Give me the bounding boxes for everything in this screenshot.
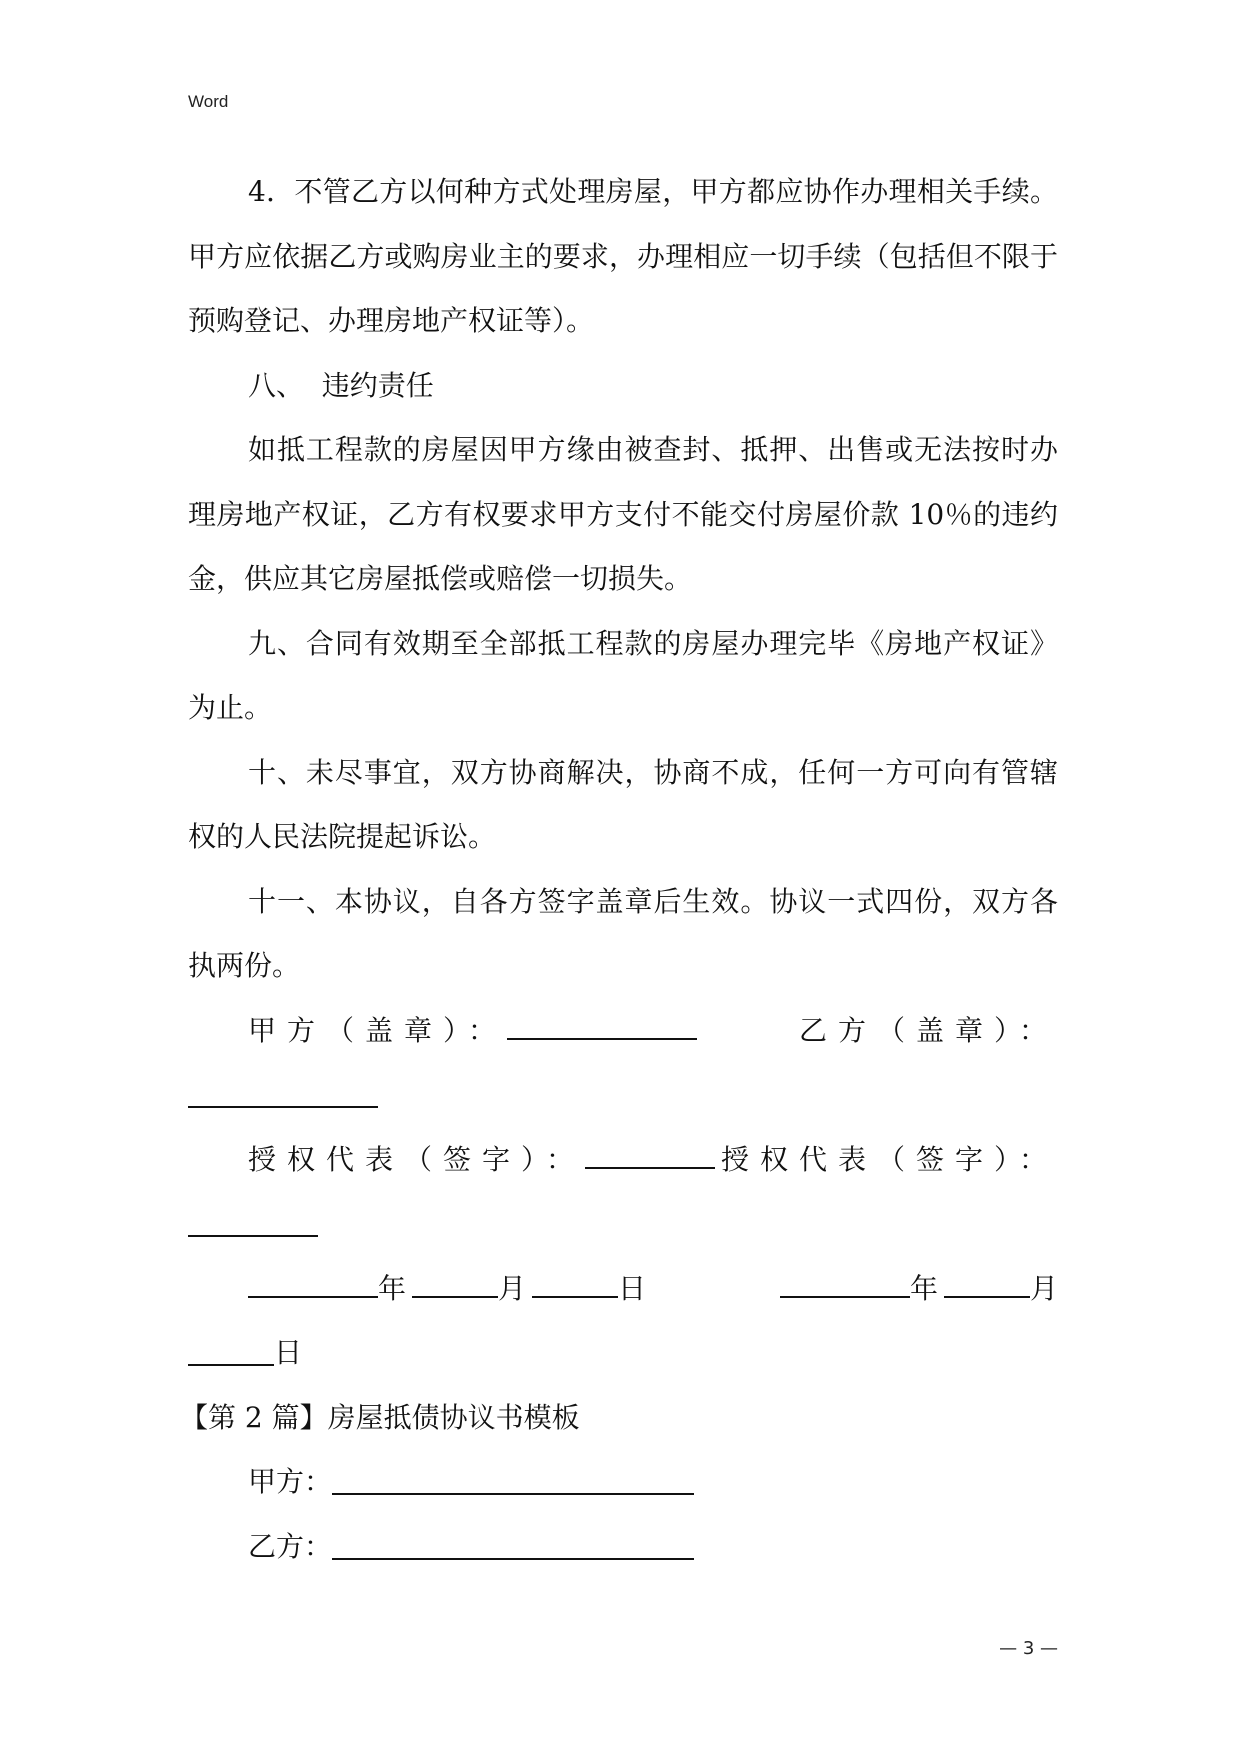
date-b-block [780,1257,1058,1322]
section-11-text: 十一、本协议，自各方签字盖章后生效。协议一式四份，双方各执两份。 [188,884,1058,982]
party-a-seal-line [507,1008,697,1040]
section-9-text: 九、合同有效期至全部抵工程款的房屋办理完毕《房地产权证》为止。 [188,626,1058,724]
date-b-year-label: 年 [909,1271,938,1305]
second-template-party-a-row [188,1450,1058,1515]
date-b-day-label: 日 [274,1336,303,1369]
party-a-seal-label: 甲方（盖章）： [248,1013,508,1047]
party-b-seal-line [188,1076,378,1108]
rep-a-line [585,1137,715,1169]
second-template-party-a-label: 甲方： [248,1465,333,1498]
second-template-party-a-line [332,1463,694,1495]
date-b-month-line [944,1266,1030,1298]
section-10-text: 十、未尽事宜，双方协商解决，协商不成，任何一方可向有管辖权的人民法院提起诉讼。 [188,755,1058,853]
second-template-party-b-row [188,1515,1058,1580]
second-template-title: 【第 2 篇】房屋抵债协议书模板 [180,1400,580,1434]
date-b-year-line [780,1266,910,1298]
date-row [188,1257,1058,1322]
date-b-month-label: 月 [1029,1271,1058,1305]
date-a-year-label: 年 [378,1271,407,1305]
date-a-month-line [412,1266,498,1298]
section-8-text: 如抵工程款的房屋因甲方缘由被查封、抵押、出售或无法按时办理房地产权证，乙方有权要求甲方支付不能交付房屋价款 10％的违约金，供应其它房屋抵偿或赔偿一切损失。 [188,433,1058,595]
second-template-party-b-line [332,1528,694,1560]
date-b-day-row [188,1321,1058,1386]
rep-b-line-row [188,1192,1058,1257]
representative-row [188,1128,1058,1193]
document-header-label: Word [188,92,229,111]
page-number: — 3 — [999,1638,1058,1659]
party-b-seal-label: 乙方（盖章）： [798,1013,1058,1047]
date-a-day-label: 日 [618,1271,647,1305]
date-b-day-line [188,1334,274,1366]
party-a-seal-block [248,999,697,1064]
date-a-year-line [248,1266,378,1298]
date-a-day-line [532,1266,618,1298]
clause-item-4: 4．不管乙方以何种方式处理房屋，甲方都应协作办理相关手续。甲方应依据乙方或购房业主的要求，办理相应一切手续（包括但不限于预购登记、办理房地产权证等）。 [188,175,1058,337]
section-8-heading: 八、 违约责任 [248,368,434,402]
date-a-block [248,1257,646,1322]
seal-row [188,999,1058,1064]
rep-b-label: 授权代表（签字）： [720,1142,1058,1176]
document-body [180,160,1058,1579]
second-template-party-b-label: 乙方： [248,1529,333,1563]
rep-b-line [188,1205,318,1237]
party-b-seal-line-row [188,1063,1058,1128]
date-a-month-label: 月 [498,1271,527,1305]
rep-a-label: 授权代表（签字）： [248,1142,586,1176]
rep-a-block [248,1128,715,1193]
